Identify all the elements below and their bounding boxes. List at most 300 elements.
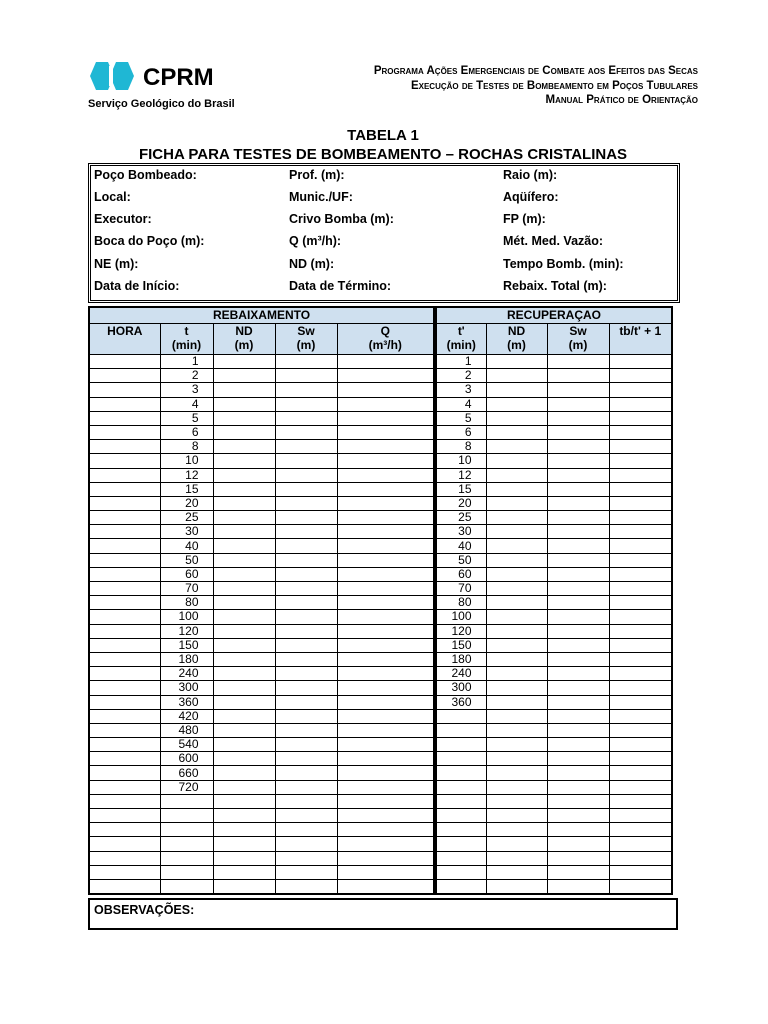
rebaixamento-entry-cell[interactable] [275, 752, 337, 766]
recuperacao-entry-cell[interactable] [486, 525, 547, 539]
rebaixamento-entry-cell[interactable] [275, 582, 337, 596]
recuperacao-entry-cell[interactable] [547, 496, 609, 510]
rebaixamento-entry-cell[interactable] [337, 383, 434, 397]
rebaixamento-entry-cell[interactable] [89, 482, 160, 496]
recuperacao-entry-cell[interactable] [547, 723, 609, 737]
rebaixamento-entry-cell[interactable] [275, 667, 337, 681]
rebaixamento-entry-cell[interactable] [337, 681, 434, 695]
rebaixamento-time-cell[interactable]: 25 [160, 511, 213, 525]
recuperacao-entry-cell[interactable] [486, 723, 547, 737]
rebaixamento-time-cell[interactable]: 180 [160, 652, 213, 666]
rebaixamento-entry-cell[interactable] [89, 525, 160, 539]
recuperacao-entry-cell[interactable] [547, 355, 609, 369]
rebaixamento-time-cell[interactable]: 4 [160, 397, 213, 411]
rebaixamento-entry-cell[interactable] [275, 482, 337, 496]
recuperacao-time-cell[interactable] [436, 794, 486, 808]
rebaixamento-entry-cell[interactable] [89, 851, 160, 865]
rebaixamento-entry-cell[interactable] [213, 383, 275, 397]
recuperacao-entry-cell[interactable] [547, 681, 609, 695]
rebaixamento-entry-cell[interactable] [213, 411, 275, 425]
rebaixamento-entry-cell[interactable] [275, 539, 337, 553]
recuperacao-entry-cell[interactable] [609, 411, 672, 425]
rebaixamento-entry-cell[interactable] [89, 496, 160, 510]
rebaixamento-entry-cell[interactable] [89, 624, 160, 638]
rebaixamento-entry-cell[interactable] [213, 723, 275, 737]
recuperacao-entry-cell[interactable] [486, 553, 547, 567]
rebaixamento-entry-cell[interactable] [89, 667, 160, 681]
rebaixamento-entry-cell[interactable] [89, 440, 160, 454]
rebaixamento-entry-cell[interactable] [89, 652, 160, 666]
rebaixamento-time-cell[interactable] [160, 837, 213, 851]
recuperacao-entry-cell[interactable] [609, 525, 672, 539]
recuperacao-entry-cell[interactable] [486, 482, 547, 496]
recuperacao-time-cell[interactable]: 5 [436, 411, 486, 425]
recuperacao-time-cell[interactable]: 300 [436, 681, 486, 695]
recuperacao-entry-cell[interactable] [609, 723, 672, 737]
rebaixamento-entry-cell[interactable] [89, 681, 160, 695]
rebaixamento-time-cell[interactable]: 6 [160, 425, 213, 439]
recuperacao-entry-cell[interactable] [609, 610, 672, 624]
rebaixamento-entry-cell[interactable] [275, 624, 337, 638]
recuperacao-entry-cell[interactable] [486, 851, 547, 865]
rebaixamento-entry-cell[interactable] [337, 667, 434, 681]
rebaixamento-entry-cell[interactable] [89, 582, 160, 596]
recuperacao-entry-cell[interactable] [547, 511, 609, 525]
rebaixamento-entry-cell[interactable] [213, 780, 275, 794]
rebaixamento-entry-cell[interactable] [275, 879, 337, 894]
rebaixamento-entry-cell[interactable] [275, 709, 337, 723]
rebaixamento-time-cell[interactable]: 540 [160, 738, 213, 752]
rebaixamento-entry-cell[interactable] [337, 752, 434, 766]
recuperacao-entry-cell[interactable] [547, 837, 609, 851]
recuperacao-entry-cell[interactable] [547, 397, 609, 411]
rebaixamento-entry-cell[interactable] [213, 511, 275, 525]
rebaixamento-entry-cell[interactable] [213, 809, 275, 823]
recuperacao-entry-cell[interactable] [609, 496, 672, 510]
rebaixamento-time-cell[interactable]: 600 [160, 752, 213, 766]
rebaixamento-time-cell[interactable]: 480 [160, 723, 213, 737]
recuperacao-time-cell[interactable]: 100 [436, 610, 486, 624]
recuperacao-entry-cell[interactable] [609, 794, 672, 808]
recuperacao-entry-cell[interactable] [547, 383, 609, 397]
recuperacao-entry-cell[interactable] [547, 411, 609, 425]
rebaixamento-entry-cell[interactable] [89, 355, 160, 369]
rebaixamento-entry-cell[interactable] [89, 454, 160, 468]
rebaixamento-time-cell[interactable]: 100 [160, 610, 213, 624]
rebaixamento-entry-cell[interactable] [213, 638, 275, 652]
rebaixamento-entry-cell[interactable] [275, 553, 337, 567]
recuperacao-entry-cell[interactable] [547, 809, 609, 823]
rebaixamento-entry-cell[interactable] [337, 511, 434, 525]
rebaixamento-entry-cell[interactable] [275, 440, 337, 454]
rebaixamento-entry-cell[interactable] [275, 865, 337, 879]
rebaixamento-entry-cell[interactable] [213, 794, 275, 808]
recuperacao-time-cell[interactable]: 1 [436, 355, 486, 369]
recuperacao-time-cell[interactable] [436, 865, 486, 879]
recuperacao-time-cell[interactable]: 15 [436, 482, 486, 496]
rebaixamento-entry-cell[interactable] [213, 837, 275, 851]
recuperacao-time-cell[interactable]: 240 [436, 667, 486, 681]
recuperacao-entry-cell[interactable] [547, 610, 609, 624]
recuperacao-entry-cell[interactable] [609, 823, 672, 837]
rebaixamento-entry-cell[interactable] [89, 780, 160, 794]
recuperacao-entry-cell[interactable] [547, 667, 609, 681]
rebaixamento-entry-cell[interactable] [337, 766, 434, 780]
rebaixamento-time-cell[interactable]: 420 [160, 709, 213, 723]
recuperacao-time-cell[interactable]: 40 [436, 539, 486, 553]
recuperacao-time-cell[interactable]: 80 [436, 596, 486, 610]
rebaixamento-entry-cell[interactable] [89, 794, 160, 808]
recuperacao-entry-cell[interactable] [486, 369, 547, 383]
recuperacao-time-cell[interactable] [436, 766, 486, 780]
rebaixamento-entry-cell[interactable] [337, 482, 434, 496]
recuperacao-entry-cell[interactable] [547, 652, 609, 666]
rebaixamento-entry-cell[interactable] [213, 738, 275, 752]
rebaixamento-entry-cell[interactable] [275, 567, 337, 581]
rebaixamento-time-cell[interactable]: 120 [160, 624, 213, 638]
recuperacao-time-cell[interactable]: 360 [436, 695, 486, 709]
recuperacao-entry-cell[interactable] [486, 652, 547, 666]
rebaixamento-entry-cell[interactable] [275, 454, 337, 468]
recuperacao-entry-cell[interactable] [486, 823, 547, 837]
recuperacao-entry-cell[interactable] [609, 440, 672, 454]
rebaixamento-entry-cell[interactable] [89, 425, 160, 439]
recuperacao-entry-cell[interactable] [486, 738, 547, 752]
rebaixamento-entry-cell[interactable] [213, 525, 275, 539]
recuperacao-time-cell[interactable]: 20 [436, 496, 486, 510]
rebaixamento-entry-cell[interactable] [275, 397, 337, 411]
recuperacao-entry-cell[interactable] [486, 667, 547, 681]
recuperacao-entry-cell[interactable] [609, 355, 672, 369]
rebaixamento-entry-cell[interactable] [275, 383, 337, 397]
rebaixamento-entry-cell[interactable] [213, 752, 275, 766]
rebaixamento-entry-cell[interactable] [275, 695, 337, 709]
recuperacao-time-cell[interactable] [436, 709, 486, 723]
recuperacao-entry-cell[interactable] [547, 709, 609, 723]
rebaixamento-entry-cell[interactable] [213, 851, 275, 865]
rebaixamento-entry-cell[interactable] [275, 411, 337, 425]
recuperacao-time-cell[interactable] [436, 809, 486, 823]
recuperacao-entry-cell[interactable] [547, 823, 609, 837]
rebaixamento-entry-cell[interactable] [89, 369, 160, 383]
recuperacao-time-cell[interactable]: 3 [436, 383, 486, 397]
recuperacao-entry-cell[interactable] [609, 865, 672, 879]
recuperacao-entry-cell[interactable] [609, 695, 672, 709]
rebaixamento-time-cell[interactable]: 5 [160, 411, 213, 425]
rebaixamento-entry-cell[interactable] [275, 837, 337, 851]
rebaixamento-entry-cell[interactable] [213, 397, 275, 411]
rebaixamento-entry-cell[interactable] [275, 723, 337, 737]
rebaixamento-entry-cell[interactable] [337, 610, 434, 624]
recuperacao-entry-cell[interactable] [609, 454, 672, 468]
recuperacao-time-cell[interactable]: 60 [436, 567, 486, 581]
rebaixamento-entry-cell[interactable] [275, 511, 337, 525]
recuperacao-entry-cell[interactable] [547, 766, 609, 780]
rebaixamento-time-cell[interactable] [160, 794, 213, 808]
recuperacao-time-cell[interactable]: 120 [436, 624, 486, 638]
recuperacao-entry-cell[interactable] [609, 468, 672, 482]
recuperacao-entry-cell[interactable] [486, 695, 547, 709]
rebaixamento-entry-cell[interactable] [337, 553, 434, 567]
recuperacao-time-cell[interactable] [436, 837, 486, 851]
rebaixamento-entry-cell[interactable] [337, 723, 434, 737]
recuperacao-time-cell[interactable]: 2 [436, 369, 486, 383]
rebaixamento-entry-cell[interactable] [213, 482, 275, 496]
rebaixamento-entry-cell[interactable] [89, 539, 160, 553]
recuperacao-entry-cell[interactable] [486, 511, 547, 525]
rebaixamento-time-cell[interactable]: 300 [160, 681, 213, 695]
recuperacao-time-cell[interactable]: 25 [436, 511, 486, 525]
recuperacao-entry-cell[interactable] [486, 411, 547, 425]
rebaixamento-entry-cell[interactable] [89, 695, 160, 709]
recuperacao-entry-cell[interactable] [609, 766, 672, 780]
recuperacao-entry-cell[interactable] [547, 596, 609, 610]
rebaixamento-entry-cell[interactable] [275, 468, 337, 482]
rebaixamento-entry-cell[interactable] [275, 610, 337, 624]
rebaixamento-entry-cell[interactable] [89, 610, 160, 624]
rebaixamento-entry-cell[interactable] [89, 766, 160, 780]
rebaixamento-entry-cell[interactable] [275, 496, 337, 510]
recuperacao-entry-cell[interactable] [547, 780, 609, 794]
recuperacao-entry-cell[interactable] [547, 738, 609, 752]
recuperacao-entry-cell[interactable] [486, 879, 547, 894]
recuperacao-entry-cell[interactable] [547, 695, 609, 709]
rebaixamento-entry-cell[interactable] [89, 865, 160, 879]
recuperacao-entry-cell[interactable] [609, 879, 672, 894]
rebaixamento-entry-cell[interactable] [89, 468, 160, 482]
recuperacao-entry-cell[interactable] [547, 752, 609, 766]
recuperacao-entry-cell[interactable] [547, 468, 609, 482]
rebaixamento-entry-cell[interactable] [337, 411, 434, 425]
recuperacao-entry-cell[interactable] [486, 624, 547, 638]
rebaixamento-entry-cell[interactable] [213, 553, 275, 567]
recuperacao-entry-cell[interactable] [547, 582, 609, 596]
rebaixamento-entry-cell[interactable] [213, 539, 275, 553]
recuperacao-time-cell[interactable]: 8 [436, 440, 486, 454]
rebaixamento-entry-cell[interactable] [337, 425, 434, 439]
rebaixamento-entry-cell[interactable] [337, 823, 434, 837]
rebaixamento-entry-cell[interactable] [337, 837, 434, 851]
recuperacao-entry-cell[interactable] [486, 539, 547, 553]
rebaixamento-entry-cell[interactable] [337, 851, 434, 865]
recuperacao-entry-cell[interactable] [609, 681, 672, 695]
rebaixamento-time-cell[interactable]: 8 [160, 440, 213, 454]
recuperacao-entry-cell[interactable] [547, 525, 609, 539]
recuperacao-entry-cell[interactable] [547, 482, 609, 496]
rebaixamento-entry-cell[interactable] [213, 567, 275, 581]
rebaixamento-entry-cell[interactable] [89, 411, 160, 425]
recuperacao-time-cell[interactable]: 30 [436, 525, 486, 539]
recuperacao-entry-cell[interactable] [609, 652, 672, 666]
recuperacao-time-cell[interactable]: 50 [436, 553, 486, 567]
recuperacao-entry-cell[interactable] [609, 539, 672, 553]
rebaixamento-entry-cell[interactable] [337, 440, 434, 454]
rebaixamento-time-cell[interactable]: 20 [160, 496, 213, 510]
rebaixamento-entry-cell[interactable] [89, 567, 160, 581]
recuperacao-entry-cell[interactable] [486, 567, 547, 581]
recuperacao-entry-cell[interactable] [609, 511, 672, 525]
recuperacao-entry-cell[interactable] [609, 738, 672, 752]
recuperacao-entry-cell[interactable] [486, 809, 547, 823]
recuperacao-time-cell[interactable]: 180 [436, 652, 486, 666]
rebaixamento-entry-cell[interactable] [89, 553, 160, 567]
recuperacao-entry-cell[interactable] [609, 482, 672, 496]
rebaixamento-entry-cell[interactable] [337, 369, 434, 383]
rebaixamento-entry-cell[interactable] [337, 638, 434, 652]
recuperacao-entry-cell[interactable] [486, 610, 547, 624]
recuperacao-entry-cell[interactable] [609, 553, 672, 567]
rebaixamento-time-cell[interactable] [160, 879, 213, 894]
rebaixamento-entry-cell[interactable] [89, 723, 160, 737]
rebaixamento-entry-cell[interactable] [89, 638, 160, 652]
recuperacao-entry-cell[interactable] [486, 440, 547, 454]
recuperacao-time-cell[interactable] [436, 752, 486, 766]
rebaixamento-time-cell[interactable]: 30 [160, 525, 213, 539]
rebaixamento-entry-cell[interactable] [213, 667, 275, 681]
rebaixamento-entry-cell[interactable] [275, 738, 337, 752]
recuperacao-time-cell[interactable] [436, 823, 486, 837]
rebaixamento-entry-cell[interactable] [213, 610, 275, 624]
rebaixamento-time-cell[interactable]: 240 [160, 667, 213, 681]
recuperacao-time-cell[interactable]: 12 [436, 468, 486, 482]
rebaixamento-time-cell[interactable]: 15 [160, 482, 213, 496]
recuperacao-entry-cell[interactable] [609, 567, 672, 581]
recuperacao-time-cell[interactable] [436, 879, 486, 894]
rebaixamento-entry-cell[interactable] [275, 652, 337, 666]
rebaixamento-entry-cell[interactable] [213, 879, 275, 894]
recuperacao-entry-cell[interactable] [547, 454, 609, 468]
rebaixamento-entry-cell[interactable] [337, 567, 434, 581]
rebaixamento-time-cell[interactable]: 80 [160, 596, 213, 610]
rebaixamento-entry-cell[interactable] [89, 752, 160, 766]
recuperacao-time-cell[interactable]: 4 [436, 397, 486, 411]
rebaixamento-time-cell[interactable]: 60 [160, 567, 213, 581]
recuperacao-entry-cell[interactable] [609, 425, 672, 439]
rebaixamento-entry-cell[interactable] [213, 369, 275, 383]
recuperacao-time-cell[interactable]: 70 [436, 582, 486, 596]
recuperacao-entry-cell[interactable] [609, 837, 672, 851]
recuperacao-time-cell[interactable]: 10 [436, 454, 486, 468]
rebaixamento-entry-cell[interactable] [213, 681, 275, 695]
rebaixamento-entry-cell[interactable] [89, 709, 160, 723]
rebaixamento-time-cell[interactable]: 660 [160, 766, 213, 780]
recuperacao-entry-cell[interactable] [486, 468, 547, 482]
recuperacao-entry-cell[interactable] [609, 624, 672, 638]
rebaixamento-entry-cell[interactable] [275, 809, 337, 823]
rebaixamento-entry-cell[interactable] [337, 865, 434, 879]
recuperacao-time-cell[interactable] [436, 738, 486, 752]
rebaixamento-time-cell[interactable]: 3 [160, 383, 213, 397]
rebaixamento-entry-cell[interactable] [337, 794, 434, 808]
rebaixamento-entry-cell[interactable] [89, 397, 160, 411]
rebaixamento-entry-cell[interactable] [89, 383, 160, 397]
rebaixamento-entry-cell[interactable] [275, 823, 337, 837]
recuperacao-entry-cell[interactable] [486, 425, 547, 439]
recuperacao-entry-cell[interactable] [609, 809, 672, 823]
rebaixamento-time-cell[interactable] [160, 865, 213, 879]
rebaixamento-entry-cell[interactable] [275, 794, 337, 808]
recuperacao-entry-cell[interactable] [547, 624, 609, 638]
recuperacao-entry-cell[interactable] [486, 355, 547, 369]
rebaixamento-time-cell[interactable]: 70 [160, 582, 213, 596]
rebaixamento-entry-cell[interactable] [89, 823, 160, 837]
rebaixamento-time-cell[interactable]: 12 [160, 468, 213, 482]
rebaixamento-time-cell[interactable]: 40 [160, 539, 213, 553]
recuperacao-entry-cell[interactable] [486, 865, 547, 879]
recuperacao-entry-cell[interactable] [609, 851, 672, 865]
rebaixamento-entry-cell[interactable] [89, 511, 160, 525]
recuperacao-entry-cell[interactable] [486, 596, 547, 610]
recuperacao-time-cell[interactable] [436, 851, 486, 865]
rebaixamento-entry-cell[interactable] [337, 539, 434, 553]
rebaixamento-entry-cell[interactable] [337, 355, 434, 369]
recuperacao-entry-cell[interactable] [547, 539, 609, 553]
rebaixamento-entry-cell[interactable] [275, 425, 337, 439]
rebaixamento-entry-cell[interactable] [337, 596, 434, 610]
recuperacao-entry-cell[interactable] [609, 780, 672, 794]
observations-box[interactable] [88, 898, 678, 930]
rebaixamento-entry-cell[interactable] [337, 780, 434, 794]
rebaixamento-entry-cell[interactable] [213, 454, 275, 468]
recuperacao-entry-cell[interactable] [609, 709, 672, 723]
recuperacao-entry-cell[interactable] [609, 638, 672, 652]
recuperacao-entry-cell[interactable] [486, 681, 547, 695]
recuperacao-entry-cell[interactable] [547, 794, 609, 808]
recuperacao-entry-cell[interactable] [486, 638, 547, 652]
recuperacao-entry-cell[interactable] [609, 582, 672, 596]
recuperacao-entry-cell[interactable] [547, 851, 609, 865]
recuperacao-time-cell[interactable]: 150 [436, 638, 486, 652]
rebaixamento-time-cell[interactable]: 2 [160, 369, 213, 383]
recuperacao-entry-cell[interactable] [486, 397, 547, 411]
recuperacao-entry-cell[interactable] [486, 837, 547, 851]
recuperacao-entry-cell[interactable] [486, 454, 547, 468]
rebaixamento-entry-cell[interactable] [337, 468, 434, 482]
recuperacao-entry-cell[interactable] [609, 397, 672, 411]
rebaixamento-entry-cell[interactable] [275, 355, 337, 369]
rebaixamento-entry-cell[interactable] [337, 709, 434, 723]
rebaixamento-entry-cell[interactable] [213, 440, 275, 454]
recuperacao-entry-cell[interactable] [547, 567, 609, 581]
recuperacao-entry-cell[interactable] [486, 752, 547, 766]
rebaixamento-time-cell[interactable] [160, 823, 213, 837]
rebaixamento-entry-cell[interactable] [213, 582, 275, 596]
rebaixamento-entry-cell[interactable] [89, 809, 160, 823]
rebaixamento-entry-cell[interactable] [337, 496, 434, 510]
recuperacao-entry-cell[interactable] [547, 865, 609, 879]
rebaixamento-entry-cell[interactable] [337, 809, 434, 823]
rebaixamento-entry-cell[interactable] [275, 369, 337, 383]
recuperacao-entry-cell[interactable] [547, 369, 609, 383]
rebaixamento-entry-cell[interactable] [337, 454, 434, 468]
rebaixamento-entry-cell[interactable] [213, 652, 275, 666]
recuperacao-time-cell[interactable]: 6 [436, 425, 486, 439]
rebaixamento-entry-cell[interactable] [337, 695, 434, 709]
recuperacao-entry-cell[interactable] [486, 709, 547, 723]
rebaixamento-time-cell[interactable]: 10 [160, 454, 213, 468]
recuperacao-entry-cell[interactable] [609, 383, 672, 397]
recuperacao-time-cell[interactable] [436, 780, 486, 794]
rebaixamento-entry-cell[interactable] [213, 468, 275, 482]
rebaixamento-entry-cell[interactable] [213, 355, 275, 369]
recuperacao-entry-cell[interactable] [486, 496, 547, 510]
rebaixamento-entry-cell[interactable] [337, 738, 434, 752]
recuperacao-entry-cell[interactable] [547, 553, 609, 567]
rebaixamento-entry-cell[interactable] [213, 766, 275, 780]
recuperacao-entry-cell[interactable] [609, 752, 672, 766]
rebaixamento-entry-cell[interactable] [213, 865, 275, 879]
recuperacao-entry-cell[interactable] [547, 440, 609, 454]
